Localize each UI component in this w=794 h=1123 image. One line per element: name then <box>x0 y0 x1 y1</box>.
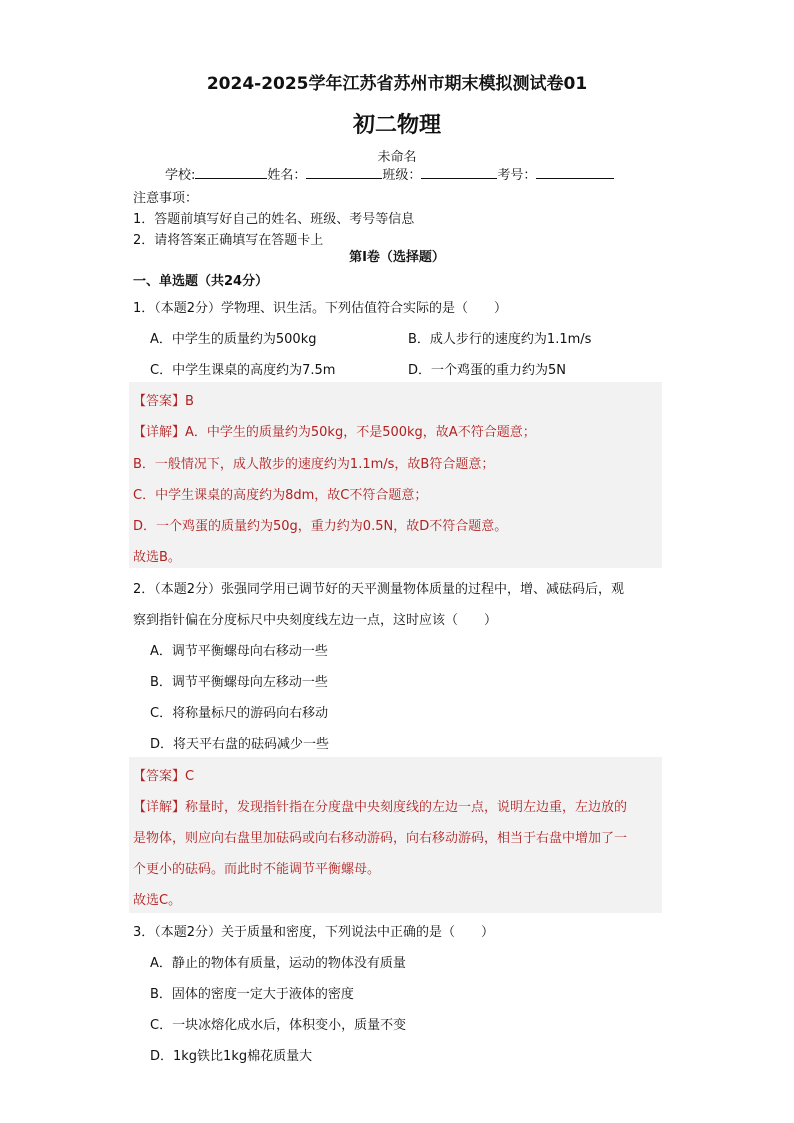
volume-heading: 第I卷（选择题） <box>349 250 445 265</box>
option-a: A．中学生的质量约为500kg <box>150 332 317 347</box>
detail-line: 是物体，则应向右盘里加砝码或向右移动游码，向右移动游码，相当于右盘中增加了一 <box>133 831 628 846</box>
option-b: B．成人步行的速度约为1.1m/s <box>408 332 592 347</box>
exam-title: 2024-2025学年江苏省苏州市期末模拟测试卷01 <box>206 74 588 94</box>
section-heading: 一、单选题（共24分） <box>133 274 269 289</box>
option-c: C．一块冰熔化成水后，体积变小，质量不变 <box>150 1018 407 1033</box>
detail-line: 故选B。 <box>133 550 181 565</box>
untitled-label: 未命名 <box>377 150 417 165</box>
class-field[interactable] <box>421 166 497 179</box>
exam-no-label: 考号： <box>497 168 537 183</box>
option-a: A．静止的物体有质量，运动的物体没有质量 <box>150 956 406 971</box>
school-label: 学校: <box>165 168 196 183</box>
student-info-line <box>165 164 614 183</box>
detail-line: 故选C。 <box>133 893 182 908</box>
detail-line: D．一个鸡蛋的质量约为50g，重力约为0.5N，故D不符合题意。 <box>133 519 508 534</box>
option-c: C．中学生课桌的高度约为7.5m <box>150 363 336 378</box>
option-b: B．固体的密度一定大于液体的密度 <box>150 987 354 1002</box>
name-label: 姓名： <box>267 168 307 183</box>
option-a: A．调节平衡螺母向右移动一些 <box>150 644 328 659</box>
option-d: D．一个鸡蛋的重力约为5N <box>408 363 567 378</box>
question-stem: 1．（本题2分）学物理、识生活。下列估值符合实际的是（ ） <box>133 301 508 316</box>
subject-title: 初二物理 <box>352 113 441 138</box>
note-item: 1．答题前填写好自己的姓名、班级、考号等信息 <box>133 212 415 227</box>
exam-no-field[interactable] <box>536 166 614 179</box>
question-stem: 3．（本题2分）关于质量和密度，下列说法中正确的是（ ） <box>133 925 495 940</box>
class-label: 班级： <box>382 168 422 183</box>
detail-line: 【详解】称量时，发现指针指在分度盘中央刻度线的左边一点，说明左边重，左边放的 <box>133 800 628 815</box>
detail-line: 个更小的砝码。而此时不能调节平衡螺母。 <box>133 862 381 877</box>
option-c: C．将称量标尺的游码向右移动 <box>150 706 329 721</box>
answer-label: 【答案】B <box>133 394 194 409</box>
answer-label: 【答案】C <box>133 769 195 784</box>
name-field[interactable] <box>306 166 382 179</box>
question-stem: 2．（本题2分）张强同学用已调节好的天平测量物体质量的过程中，增、减砝码后，观 <box>133 582 625 597</box>
note-item: 2．请将答案正确填写在答题卡上 <box>133 233 324 248</box>
notes-heading: 注意事项： <box>133 191 199 206</box>
school-field[interactable] <box>195 166 267 179</box>
detail-line: 【详解】A．中学生的质量约为50kg，不是500kg，故A不符合题意； <box>133 425 536 440</box>
option-d: D．将天平右盘的砝码减少一些 <box>150 737 330 752</box>
option-b: B．调节平衡螺母向左移动一些 <box>150 675 328 690</box>
detail-line: B．一般情况下，成人散步的速度约为1.1m/s，故B符合题意； <box>133 457 495 472</box>
detail-line: C．中学生课桌的高度约为8dm，故C不符合题意； <box>133 488 428 503</box>
question-stem: 察到指针偏在分度标尺中央刻度线左边一点，这时应该（ ） <box>133 613 498 628</box>
option-d: D．1kg铁比1kg棉花质量大 <box>150 1049 313 1064</box>
answer-box <box>129 382 662 568</box>
